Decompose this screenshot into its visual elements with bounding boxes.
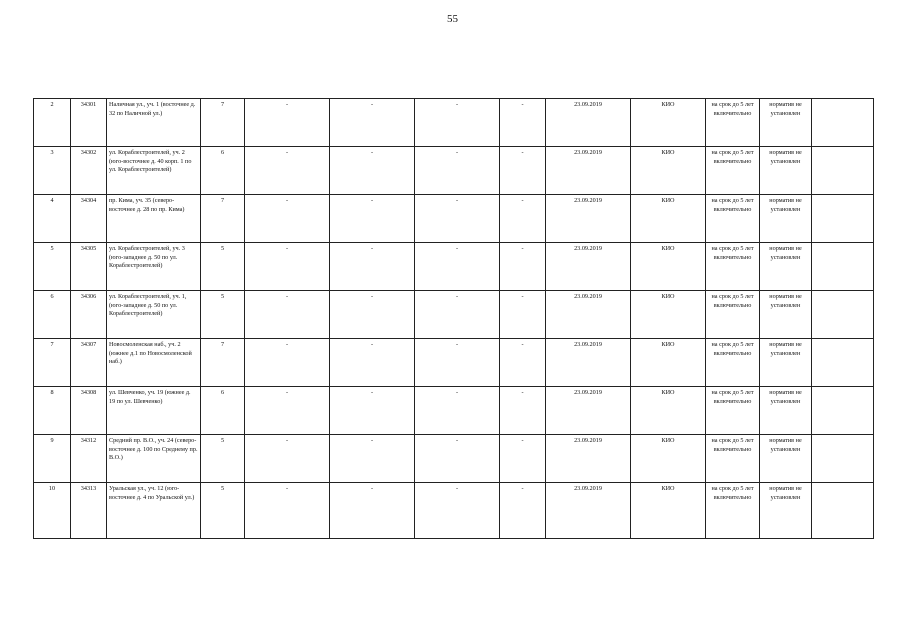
row-number: 9	[34, 435, 71, 483]
table-row	[34, 243, 874, 291]
row-norm: норматив не установлен	[760, 243, 812, 291]
row-col8: -	[500, 339, 546, 387]
row-col5: -	[245, 435, 330, 483]
row-number: 3	[34, 147, 71, 195]
table-row	[34, 339, 874, 387]
row-norm: норматив не установлен	[760, 291, 812, 339]
row-date: 23.09.2019	[546, 147, 631, 195]
row-address: ул. Кораблестроителей, уч. 2 (юго-восточнее д. 40 корп. 1 по ул. Кораблестроителей)	[107, 147, 201, 195]
row-col8: -	[500, 483, 546, 539]
row-date: 23.09.2019	[546, 195, 631, 243]
table-row	[34, 195, 874, 243]
row-number: 10	[34, 483, 71, 539]
row-norm: норматив не установлен	[760, 99, 812, 147]
row-col6: -	[330, 435, 415, 483]
row-code: 34306	[71, 291, 107, 339]
row-date: 23.09.2019	[546, 339, 631, 387]
row-col8: -	[500, 147, 546, 195]
row-col7: -	[415, 435, 500, 483]
row-date: 23.09.2019	[546, 435, 631, 483]
row-term: на срок до 5 лет включительно	[706, 483, 760, 539]
row-col5: -	[245, 483, 330, 539]
row-col6: -	[330, 195, 415, 243]
row-col7: -	[415, 339, 500, 387]
row-term: на срок до 5 лет включительно	[706, 99, 760, 147]
row-org: КИО	[631, 147, 706, 195]
row-address: ул. Кораблестроителей, уч. 3 (юго-западнее д. 50 по ул. Кораблестроителей)	[107, 243, 201, 291]
row-col7: -	[415, 483, 500, 539]
row-empty	[812, 243, 874, 291]
table-row	[34, 291, 874, 339]
row-org: КИО	[631, 387, 706, 435]
row-term: на срок до 5 лет включительно	[706, 291, 760, 339]
row-number: 8	[34, 387, 71, 435]
row-places: 6	[201, 147, 245, 195]
row-col8: -	[500, 243, 546, 291]
row-col8: -	[500, 435, 546, 483]
row-address: ул. Кораблестроителей, уч. 1, (юго-западнее д. 50 по ул. Кораблестроителей)	[107, 291, 201, 339]
row-norm: норматив не установлен	[760, 195, 812, 243]
row-address: Новосмоленская наб., уч. 2 (южнее д.1 по Новосмоленской наб.)	[107, 339, 201, 387]
row-col5: -	[245, 387, 330, 435]
table-row	[34, 483, 874, 539]
row-empty	[812, 435, 874, 483]
row-col5: -	[245, 147, 330, 195]
row-col6: -	[330, 483, 415, 539]
table-row	[34, 387, 874, 435]
row-date: 23.09.2019	[546, 483, 631, 539]
row-term: на срок до 5 лет включительно	[706, 339, 760, 387]
row-col5: -	[245, 291, 330, 339]
row-col8: -	[500, 195, 546, 243]
row-col8: -	[500, 99, 546, 147]
row-org: КИО	[631, 339, 706, 387]
row-col5: -	[245, 195, 330, 243]
row-empty	[812, 195, 874, 243]
row-places: 5	[201, 435, 245, 483]
row-col7: -	[415, 243, 500, 291]
row-col6: -	[330, 387, 415, 435]
row-col8: -	[500, 291, 546, 339]
row-address: Уральская ул., уч. 12 (юго-восточнее д. 4 по Уральской ул.)	[107, 483, 201, 539]
row-empty	[812, 387, 874, 435]
row-code: 34308	[71, 387, 107, 435]
row-term: на срок до 5 лет включительно	[706, 147, 760, 195]
row-col5: -	[245, 99, 330, 147]
row-address: Наличная ул., уч. 1 (восточнее д. 32 по Наличной ул.)	[107, 99, 201, 147]
row-empty	[812, 483, 874, 539]
row-date: 23.09.2019	[546, 291, 631, 339]
row-norm: норматив не установлен	[760, 483, 812, 539]
row-places: 5	[201, 243, 245, 291]
row-code: 34312	[71, 435, 107, 483]
row-number: 7	[34, 339, 71, 387]
row-date: 23.09.2019	[546, 99, 631, 147]
row-code: 34305	[71, 243, 107, 291]
row-norm: норматив не установлен	[760, 435, 812, 483]
row-term: на срок до 5 лет включительно	[706, 243, 760, 291]
row-code: 34313	[71, 483, 107, 539]
row-term: на срок до 5 лет включительно	[706, 195, 760, 243]
row-col7: -	[415, 99, 500, 147]
row-code: 34301	[71, 99, 107, 147]
row-number: 6	[34, 291, 71, 339]
row-col5: -	[245, 339, 330, 387]
row-address: ул. Шевченко, уч. 19 (южнее д. 19 по ул. Шевченко)	[107, 387, 201, 435]
row-col7: -	[415, 195, 500, 243]
page-number: 55	[447, 13, 458, 25]
row-number: 4	[34, 195, 71, 243]
row-col6: -	[330, 243, 415, 291]
row-norm: норматив не установлен	[760, 387, 812, 435]
row-places: 7	[201, 195, 245, 243]
row-org: КИО	[631, 195, 706, 243]
row-empty	[812, 339, 874, 387]
row-org: КИО	[631, 243, 706, 291]
row-org: КИО	[631, 435, 706, 483]
row-places: 5	[201, 483, 245, 539]
row-empty	[812, 99, 874, 147]
row-places: 7	[201, 339, 245, 387]
row-norm: норматив не установлен	[760, 339, 812, 387]
row-col6: -	[330, 339, 415, 387]
data-table	[33, 98, 874, 539]
row-col8: -	[500, 387, 546, 435]
row-org: КИО	[631, 291, 706, 339]
table-row	[34, 435, 874, 483]
row-empty	[812, 291, 874, 339]
table-row	[34, 147, 874, 195]
row-col7: -	[415, 147, 500, 195]
row-org: КИО	[631, 99, 706, 147]
row-col7: -	[415, 291, 500, 339]
row-term: на срок до 5 лет включительно	[706, 387, 760, 435]
row-code: 34307	[71, 339, 107, 387]
row-places: 7	[201, 99, 245, 147]
row-empty	[812, 147, 874, 195]
row-address: пр. Кима, уч. 35 (северо-восточнее д. 28 по пр. Кима)	[107, 195, 201, 243]
table-row	[34, 99, 874, 147]
row-code: 34304	[71, 195, 107, 243]
row-org: КИО	[631, 483, 706, 539]
row-places: 5	[201, 291, 245, 339]
row-col7: -	[415, 387, 500, 435]
row-number: 5	[34, 243, 71, 291]
row-number: 2	[34, 99, 71, 147]
row-col6: -	[330, 99, 415, 147]
row-address: Средний пр. В.О., уч. 24 (северо-восточнее д. 100 по Среднему пр. В.О.)	[107, 435, 201, 483]
row-date: 23.09.2019	[546, 387, 631, 435]
row-date: 23.09.2019	[546, 243, 631, 291]
row-term: на срок до 5 лет включительно	[706, 435, 760, 483]
row-code: 34302	[71, 147, 107, 195]
row-col5: -	[245, 243, 330, 291]
row-places: 6	[201, 387, 245, 435]
row-col6: -	[330, 291, 415, 339]
row-norm: норматив не установлен	[760, 147, 812, 195]
row-col6: -	[330, 147, 415, 195]
